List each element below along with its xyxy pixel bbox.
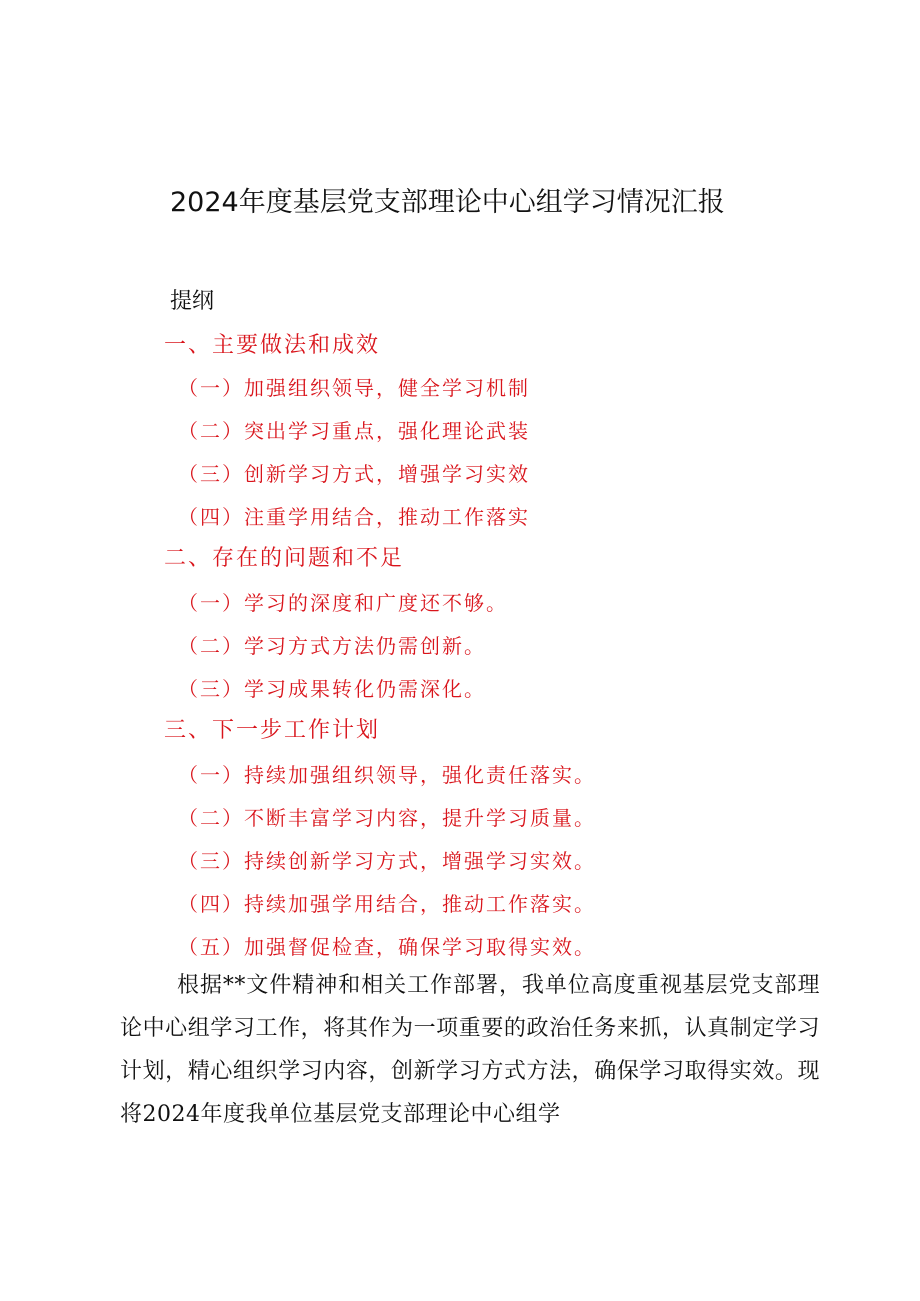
body-paragraph: 根据**文件精神和相关工作部署，我单位高度重视基层党支部理论中心组学习工作，将其作为一项重要的政治任务来抓，认真制定学习计划，精心组织学习内容，创新学习方式方法，确保学习取得实效。现将2024年度我单位基层党支部理论中心组学 [120,973,820,1127]
outline-item: （五）加强督促检查，确保学习取得实效。 [178,935,596,959]
outline-item: （二）学习方式方法仍需创新。 [178,634,486,658]
document-title: 2024年度基层党支部理论中心组学习情况汇报 [170,187,725,218]
section-heading-1: 一、主要做法和成效 [164,333,381,358]
outline-item: （一）加强组织领导，健全学习机制 [178,376,530,400]
outline-item: （二）突出学习重点，强化理论武装 [178,419,530,443]
outline-item: （一）学习的深度和广度还不够。 [178,591,508,615]
outline-item: （三）学习成果转化仍需深化。 [178,677,486,701]
body-text [120,964,820,1136]
section-heading-3: 三、下一步工作计划 [164,718,381,743]
outline-label: 提纲 [170,289,215,314]
outline-item: （四）持续加强学用结合，推动工作落实。 [178,892,596,916]
outline-item: （一）持续加强组织领导，强化责任落实。 [178,763,596,787]
outline-item: （四）注重学用结合，推动工作落实 [178,505,530,529]
outline-item: （三）持续创新学习方式，增强学习实效。 [178,849,596,873]
outline-item: （三）创新学习方式，增强学习实效 [178,462,530,486]
outline-item: （二）不断丰富学习内容，提升学习质量。 [178,806,596,830]
section-heading-2: 二、存在的问题和不足 [164,546,405,571]
